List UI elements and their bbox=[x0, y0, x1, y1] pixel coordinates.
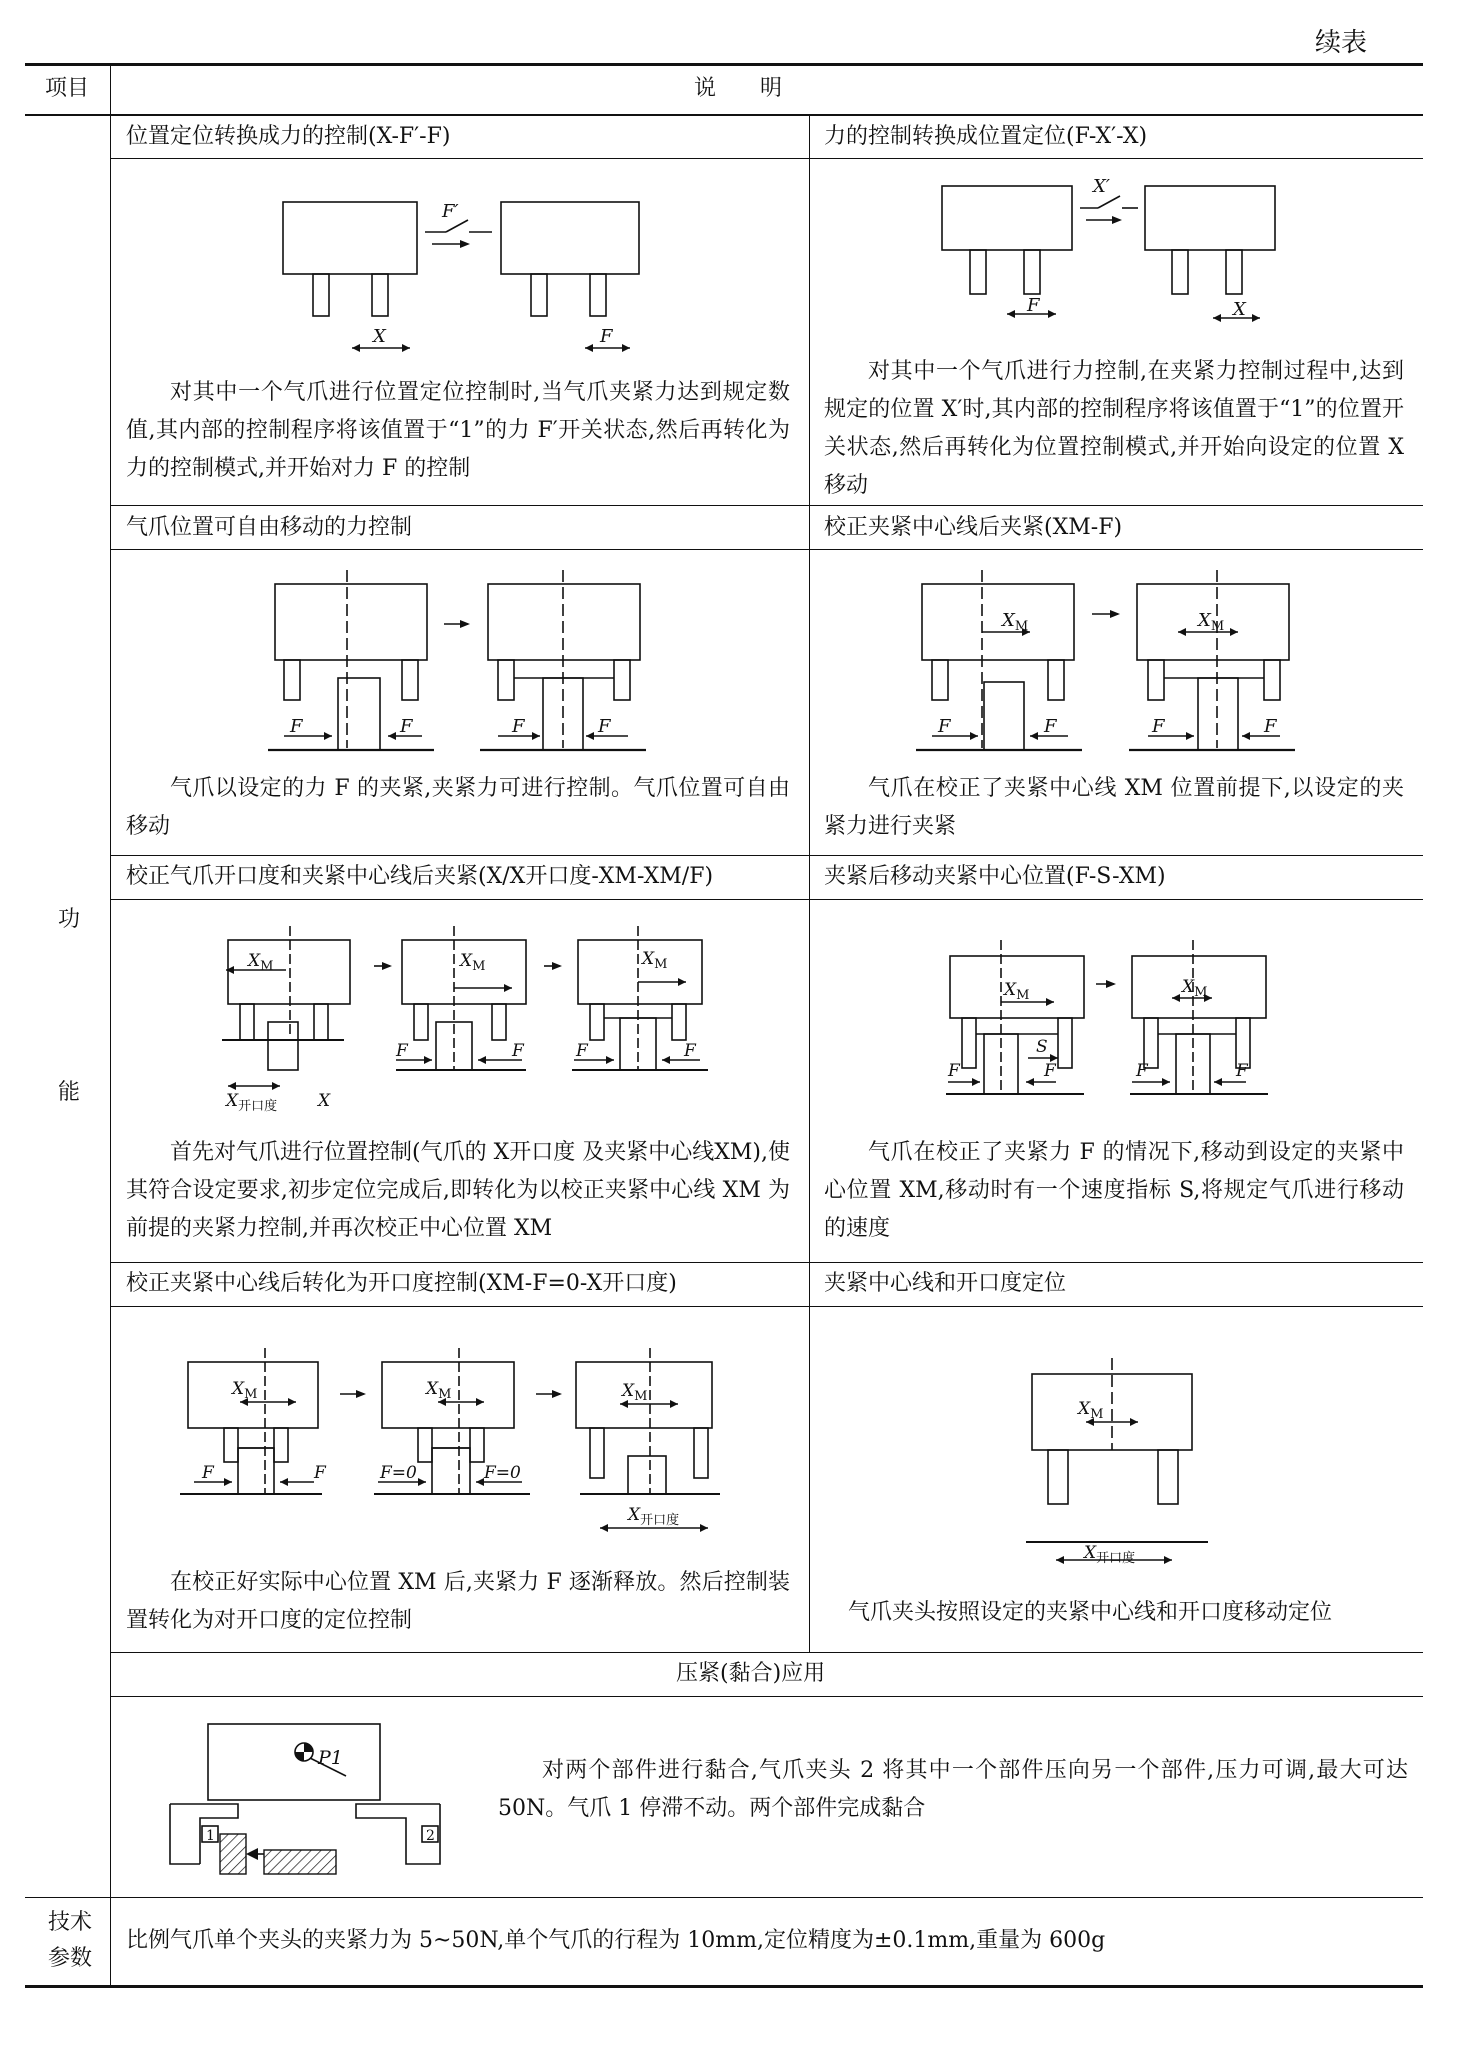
f-label: F bbox=[512, 1041, 524, 1061]
svg-text:XM bbox=[1076, 1399, 1103, 1422]
xopen-sub: 开口度 bbox=[640, 1513, 680, 1528]
xm-label: X bbox=[1182, 977, 1195, 997]
row-rule bbox=[110, 1306, 1423, 1307]
xm-label: X bbox=[1198, 610, 1211, 631]
row3-right-title: 夹紧后移动夹紧中心位置(F-S-XM) bbox=[824, 864, 1166, 889]
f-label: F bbox=[1152, 716, 1165, 737]
row2-right-text: 气爪在校正了夹紧中心线 XM 位置前提下,以设定的夹紧力进行夹紧 bbox=[824, 776, 1404, 839]
row1-right-diagram bbox=[930, 178, 1290, 338]
header-rule bbox=[25, 114, 1423, 116]
f-label: F bbox=[1027, 295, 1040, 316]
p1-label: P1 bbox=[318, 1747, 343, 1769]
row4-right-title: 夹紧中心线和开口度定位 bbox=[824, 1271, 1067, 1296]
xopen-label: X bbox=[628, 1505, 641, 1525]
xm-sub: M bbox=[1016, 988, 1030, 1003]
row3-right-diagram bbox=[936, 940, 1296, 1110]
xm-sub: M bbox=[1194, 985, 1208, 1000]
tech-label-1: 技术 bbox=[48, 1910, 93, 1935]
row3-right-text: 气爪在校正了夹紧力 F 的情况下,移动到设定的夹紧中心位置 XM,移动时有一个速度指标 S,将规定气爪进行移动的速度 bbox=[824, 1140, 1404, 1241]
row1-left-title: 位置定位转换成力的控制(X-F′-F) bbox=[126, 124, 451, 149]
xm-label: X bbox=[1078, 1399, 1091, 1419]
row3-left-text: 首先对气爪进行位置控制(气爪的 X开口度 及夹紧中心线XM),使其符合设定要求,初步定位完成后,即转化为以校正夹紧中心线 XM 为前提的夹紧力控制,并再次校正中心位置 XM bbox=[126, 1140, 790, 1241]
xm-sub: M bbox=[1014, 619, 1029, 634]
table-bottom-rule bbox=[25, 1985, 1423, 1988]
middle-column-rule bbox=[809, 116, 810, 1652]
f-zero-label: F=0 bbox=[484, 1463, 521, 1483]
row1-left-diagram bbox=[270, 190, 670, 360]
row2-left-text: 气爪以设定的力 F 的夹紧,夹紧力可进行控制。气爪位置可自由移动 bbox=[126, 776, 790, 839]
row-rule bbox=[110, 505, 1423, 506]
f-label: F bbox=[684, 1041, 696, 1061]
row2-right-diagram bbox=[912, 570, 1302, 760]
xopen-sub: 开口度 bbox=[1096, 1551, 1136, 1566]
row4-right-text: 气爪夹头按照设定的夹紧中心线和开口度移动定位 bbox=[848, 1600, 1333, 1625]
f-label: F bbox=[1136, 1061, 1148, 1081]
f-label: F bbox=[396, 1041, 408, 1061]
continued-label: 续表 bbox=[1314, 28, 1367, 58]
f-label: F bbox=[1264, 716, 1277, 737]
xopen-label: X bbox=[226, 1091, 239, 1111]
svg-text:XM bbox=[1180, 977, 1207, 1000]
xm-sub: M bbox=[472, 959, 486, 974]
xm-sub: M bbox=[244, 1387, 258, 1402]
row1-right-title: 力的控制转换成位置定位(F-X′-X) bbox=[824, 124, 1148, 149]
xopen-sub: 开口度 bbox=[238, 1099, 278, 1114]
f-label: F bbox=[512, 716, 525, 737]
svg-text:XM bbox=[424, 1379, 451, 1402]
row-rule bbox=[110, 158, 1423, 159]
xm-sub: M bbox=[634, 1389, 648, 1404]
svg-text:XM bbox=[1000, 610, 1028, 634]
part-2-label: 2 bbox=[426, 1828, 435, 1844]
svg-text:X开口度 bbox=[1082, 1543, 1135, 1566]
svg-text:XM bbox=[1002, 980, 1029, 1003]
press-diagram bbox=[160, 1704, 450, 1880]
xm-label: X bbox=[248, 951, 261, 971]
row3-left-title: 校正气爪开口度和夹紧中心线后夹紧(X/X开口度-XM-XM/F) bbox=[126, 864, 714, 889]
xm-label: X bbox=[642, 949, 655, 969]
f-label: F bbox=[1236, 1061, 1248, 1081]
xm-sub: M bbox=[654, 957, 668, 972]
item-column-rule bbox=[110, 63, 111, 1987]
row-rule bbox=[110, 1262, 1423, 1263]
svg-text:XM bbox=[246, 951, 273, 974]
tech-text: 比例气爪单个夹头的夹紧力为 5~50N,单个气爪的行程为 10mm,定位精度为±0.1mm,重量为 600g bbox=[126, 1928, 1106, 1953]
xm-label: X bbox=[426, 1379, 439, 1399]
x-label: X bbox=[318, 1091, 331, 1111]
row1-left-text: 对其中一个气爪进行位置定位控制时,当气爪夹紧力达到规定数值,其内部的控制程序将该值置于“1”的力 F′开关状态,然后再转化为力的控制模式,并开始对力 F 的控制 bbox=[126, 380, 790, 481]
svg-text:XM bbox=[458, 951, 485, 974]
xm-label: X bbox=[622, 1381, 635, 1401]
row-rule bbox=[110, 1696, 1423, 1697]
table-top-rule bbox=[25, 63, 1423, 66]
xm-sub: M bbox=[1090, 1407, 1104, 1422]
f-label: F bbox=[314, 1463, 326, 1483]
function-label-top: 功 bbox=[58, 907, 81, 932]
row3-left-diagram bbox=[222, 926, 722, 1116]
press-text: 对两个部件进行黏合,气爪夹头 2 将其中一个部件压向另一个部件,压力可调,最大可达 50N。气爪 1 停滞不动。两个部件完成黏合 bbox=[498, 1758, 1408, 1821]
f-label: F bbox=[1044, 1061, 1056, 1081]
row2-left-diagram bbox=[262, 570, 652, 760]
xm-sub: M bbox=[260, 959, 274, 974]
row-rule bbox=[110, 899, 1423, 900]
xm-label: X bbox=[460, 951, 473, 971]
x-label: X bbox=[373, 326, 386, 347]
x-label: X bbox=[1233, 299, 1246, 320]
f-prime-label: F′ bbox=[442, 201, 459, 222]
row2-right-title: 校正夹紧中心线后夹紧(XM-F) bbox=[824, 515, 1123, 540]
part-1-label: 1 bbox=[206, 1828, 215, 1844]
row4-right-diagram bbox=[1012, 1344, 1232, 1574]
x-prime-label: X′ bbox=[1093, 176, 1110, 197]
f-label: F bbox=[576, 1041, 588, 1061]
svg-text:XM bbox=[230, 1379, 257, 1402]
xm-label: X bbox=[1004, 980, 1017, 1000]
f-label: F bbox=[938, 716, 951, 737]
f-label: F bbox=[1044, 716, 1057, 737]
f-label: F bbox=[600, 326, 613, 347]
row4-left-diagram bbox=[180, 1348, 740, 1548]
function-label-bottom: 能 bbox=[58, 1080, 81, 1105]
f-label: F bbox=[290, 716, 303, 737]
svg-text:XM bbox=[620, 1381, 647, 1404]
row4-left-text: 在校正好实际中心位置 XM 后,夹紧力 F 逐渐释放。然后控制装置转化为对开口度的定位控制 bbox=[126, 1570, 790, 1633]
xopen-label: X bbox=[1084, 1543, 1097, 1563]
f-label: F bbox=[598, 716, 611, 737]
row-rule bbox=[110, 1652, 1423, 1653]
f-label: F bbox=[400, 716, 413, 737]
f-label: F bbox=[202, 1463, 214, 1483]
s-label: S bbox=[1036, 1037, 1048, 1057]
xm-sub: M bbox=[1210, 619, 1225, 634]
svg-text:X开口度 bbox=[224, 1091, 277, 1114]
xm-label: X bbox=[232, 1379, 245, 1399]
xm-label: X bbox=[1002, 610, 1015, 631]
svg-text:XM bbox=[1196, 610, 1224, 634]
f-zero-label: F=0 bbox=[380, 1463, 417, 1483]
row4-left-title: 校正夹紧中心线后转化为开口度控制(XM-F=0-X开口度) bbox=[126, 1271, 677, 1296]
header-description: 说 明 bbox=[694, 76, 783, 101]
f-label: F bbox=[948, 1061, 960, 1081]
row1-right-text: 对其中一个气爪进行力控制,在夹紧力控制过程中,达到规定的位置 X′时,其内部的控制程序将该值置于“1”的位置开关状态,然后再转化为位置控制模式,并开始向设定的位置 X 移动 bbox=[824, 359, 1404, 498]
tech-label-2: 参数 bbox=[48, 1946, 93, 1971]
svg-text:X开口度 bbox=[626, 1505, 679, 1528]
press-title: 压紧(黏合)应用 bbox=[676, 1661, 826, 1686]
xm-sub: M bbox=[438, 1387, 452, 1402]
function-bottom-rule bbox=[25, 1897, 1423, 1898]
row-rule bbox=[110, 549, 1423, 550]
header-item: 项目 bbox=[45, 76, 90, 101]
row-rule bbox=[110, 855, 1423, 856]
row2-left-title: 气爪位置可自由移动的力控制 bbox=[126, 515, 413, 540]
svg-text:XM bbox=[640, 949, 667, 972]
